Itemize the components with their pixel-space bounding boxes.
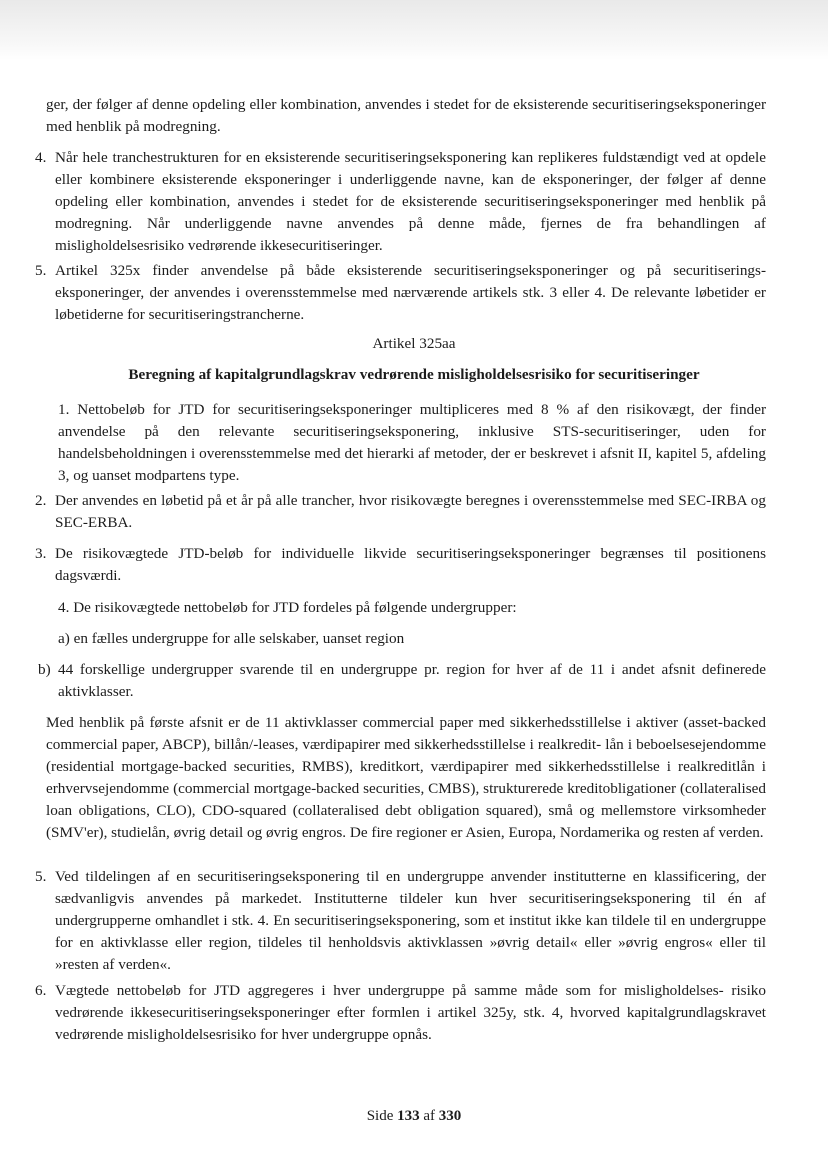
paragraph-text: De risikovægtede JTD-beløb for individuelle likvide securitiseringseksponeringer begrænses til positionens dagsværdi. [55, 545, 766, 584]
paragraph-text: Der anvendes en løbetid på et år på alle trancher, hvor risikovægte beregnes i overensstemmelse med SEC-IRBA og SEC-ERBA. [55, 492, 766, 531]
numbered-paragraph-2 [35, 490, 766, 534]
numbered-paragraph-5b [35, 866, 766, 976]
footer-total-pages: 330 [438, 1108, 462, 1124]
paragraph-number: 6. [35, 982, 47, 999]
page-footer [0, 1105, 828, 1127]
paragraph-number: 2. [35, 492, 47, 509]
scan-top-shade [0, 0, 828, 60]
paragraph-number: 5. [35, 262, 47, 279]
article-title: Beregning af kapitalgrundlagskrav vedrørende misligholdelsesrisiko for securitiseringer [128, 366, 700, 383]
subitem-b [38, 659, 766, 703]
footer-page-number: 133 [397, 1108, 420, 1124]
paragraph-text: Når hele tranchestrukturen for en eksisterende securitiseringseksponering kan replikeres fuldstændigt ved at opdele eller kombinere eksisterende eksponeringer i underliggende navne, kan de eksponeringer, der følger af denne opdeling eller kombination, anvendes i stedet for de eksisterende securitiseringseksponeringer med henblik på modregning. Når underliggende navne anvendes på denne måde, fjernes de fra behandlingen af misligholdelsesrisiko vedrørende ikkesecuritiseringer. [55, 149, 766, 254]
paragraph-number: 3. [35, 545, 47, 562]
footer-middle: af [423, 1108, 436, 1124]
numbered-paragraph-3 [35, 543, 766, 587]
numbered-paragraph-5 [35, 260, 766, 326]
asset-classes-paragraph: Med henblik på første afsnit er de 11 aktivklasser commercial paper med sikkerhedsstillelse i aktiver (asset-backed commercial paper, ABCP), billån/-leases, værdipapirer med sikkerhedsstillelse i realkredit- lån i beboelsesejendomme (residential mortgage-backed securities, RMBS), kreditkort, værdipapirer med sikkerhedsstillelse i realkreditlån i erhvervsejendomme (commercial mortgage-backed securities, CMBS), strukturerede kreditobligationer (collateralised loan obligations, CLO), CDO-squared (collateralised debt obligation squared), små og mellemstore virksomheder (SMV'er), studielån, øvrig detail og øvrig engros. De fire regioner er Asien, Europa, Nordamerika og resten af verden. [46, 714, 766, 841]
paragraph-number: 4. [35, 149, 47, 166]
article-paragraph-1: 1. Nettobeløb for JTD for securitiseringseksponeringer multipliceres med 8 % af den risikovægt, der finder anvendelse på den relevante securitiseringseksponering, inklusive STS-securitiseringer, uden for handelsbeholdningen i overensstemmelse med det hierarki af metoder, der er beskrevet i afsnit II, kapitel 5, afdeling 3, og uanset modpartens type. [58, 401, 766, 484]
paragraph-text: Vægtede nettobeløb for JTD aggregeres i hver undergruppe på samme måde som for misligholdelses- risiko vedrørende ikkesecuritiseringseksponeringer efter formlen i artikel 325y, stk. 4, hvorved kapitalgrundlagskravet vedrørende misligholdelsesrisiko for hver undergruppe opnås. [55, 982, 766, 1043]
paragraph-text: Ved tildelingen af en securitiseringseksponering til en undergruppe anvender institutterne en klassificering, der sædvanligvis anvendes på markedet. Institutterne tildeler kun hver securitiseringseksponering til én af undergrupperne omhandlet i stk. 4. En securitiseringseksponering, som et institut ikke kan tildele til en undergruppe for en aktivklasse eller region, tildeles til henholdsvis aktivklassen »øvrig detail« eller »øvrig engros« eller til »resten af verden«. [55, 868, 766, 973]
continuation-paragraph: ger, der følger af denne opdeling eller kombination, anvendes i stedet for de eksisterende securitiseringseksponeringer med henblik på modregning. [46, 96, 766, 135]
paragraph-number: 5. [35, 868, 47, 885]
subitem-label: b) [38, 661, 51, 678]
article-paragraph-4: 4. De risikovægtede nettobeløb for JTD fordeles på følgende undergrupper: [58, 599, 517, 616]
numbered-paragraph-4 [35, 147, 766, 257]
paragraph-text: Artikel 325x finder anvendelse på både eksisterende securitiseringseksponeringer og på securitiseringseksponeringer, der anvendes i overensstemmelse med nærværende artikels stk. 3 eller 4. De relevante løbetider er løbetiderne for securitiseringstrancherne. [55, 262, 766, 323]
footer-prefix: Side [366, 1108, 394, 1124]
numbered-paragraph-6 [35, 980, 766, 1046]
subitem-text: 44 forskellige undergrupper svarende til en undergruppe pr. region for hver af de 11 i andet afsnit definerede aktivklasser. [58, 661, 766, 700]
subitem-a: a) en fælles undergruppe for alle selskaber, uanset region [58, 630, 405, 647]
article-number: Artikel 325aa [372, 335, 456, 352]
